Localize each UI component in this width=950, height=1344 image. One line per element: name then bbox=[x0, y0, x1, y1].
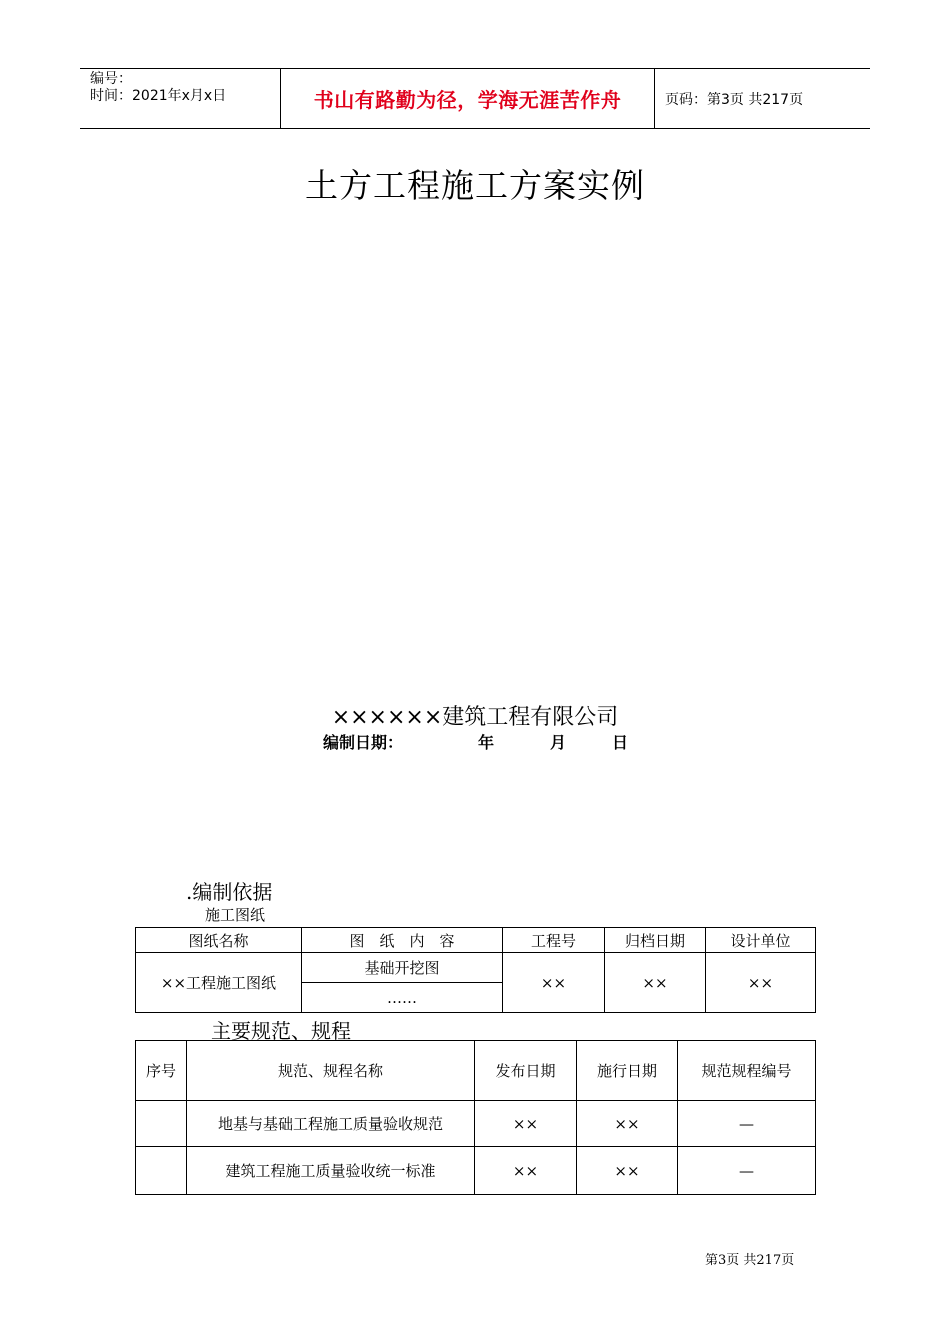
drawing-content-cell: 基础开挖图 bbox=[302, 953, 503, 983]
column-header: 图 纸 内 容 bbox=[302, 928, 503, 953]
section-basis-heading: .编制依据 bbox=[186, 880, 273, 904]
company-name: ××××××建筑工程有限公司 bbox=[331, 705, 619, 730]
row-number-cell bbox=[136, 1101, 187, 1147]
publish-date-cell: ×× bbox=[475, 1101, 577, 1147]
table-row bbox=[136, 1147, 816, 1195]
standard-code-cell: — bbox=[678, 1147, 816, 1195]
compile-date-label: 编制日期： bbox=[323, 733, 404, 752]
header-meta bbox=[80, 69, 281, 128]
effective-date-cell: ×× bbox=[577, 1101, 678, 1147]
column-header: 序号 bbox=[136, 1041, 187, 1101]
publish-date-cell: ×× bbox=[475, 1147, 577, 1195]
column-header: 设计单位 bbox=[706, 928, 816, 953]
header-page-number: 页码：第3页 共217页 bbox=[665, 91, 804, 108]
section-standards-heading: 主要规范、规程 bbox=[211, 1019, 351, 1043]
standard-name-cell: 建筑工程施工质量验收统一标准 bbox=[187, 1147, 475, 1195]
column-header: 工程号 bbox=[503, 928, 605, 953]
drawing-content-cell: …… bbox=[302, 983, 503, 1013]
drawings-table bbox=[135, 927, 816, 1013]
section-drawings-subheading: 施工图纸 bbox=[205, 906, 266, 924]
standard-code-cell: — bbox=[678, 1101, 816, 1147]
column-header: 规范、规程名称 bbox=[187, 1041, 475, 1101]
column-header: 归档日期 bbox=[605, 928, 706, 953]
compile-date-month: 月 bbox=[550, 733, 567, 752]
column-header: 发布日期 bbox=[475, 1041, 577, 1101]
table-header-row bbox=[136, 928, 816, 953]
table-header-row bbox=[136, 1041, 816, 1101]
standard-name-cell: 地基与基础工程施工质量验收规范 bbox=[187, 1101, 475, 1147]
page-footer: 第3页 共217页 bbox=[705, 1253, 795, 1268]
design-unit-cell: ×× bbox=[706, 953, 816, 1013]
compile-date-day: 日 bbox=[612, 733, 629, 752]
column-header: 规范规程编号 bbox=[678, 1041, 816, 1101]
serial-label: 编号： bbox=[90, 71, 132, 87]
effective-date-cell: ×× bbox=[577, 1147, 678, 1195]
archive-date-cell: ×× bbox=[605, 953, 706, 1013]
column-header: 施行日期 bbox=[577, 1041, 678, 1101]
table-row bbox=[136, 1101, 816, 1147]
project-no-cell: ×× bbox=[503, 953, 605, 1013]
table-row bbox=[136, 953, 816, 983]
column-header: 图纸名称 bbox=[136, 928, 302, 953]
document-title: 土方工程施工方案实例 bbox=[305, 166, 645, 205]
compile-date bbox=[323, 730, 628, 753]
page-header bbox=[80, 68, 870, 129]
time-label: 时间：2021年x月x日 bbox=[90, 88, 227, 104]
standards-table bbox=[135, 1040, 816, 1195]
header-motto: 书山有路勤为径，学海无涯苦作舟 bbox=[281, 69, 655, 128]
row-number-cell bbox=[136, 1147, 187, 1195]
drawing-name-cell: ××工程施工图纸 bbox=[136, 953, 302, 1013]
compile-date-year: 年 bbox=[478, 733, 495, 752]
